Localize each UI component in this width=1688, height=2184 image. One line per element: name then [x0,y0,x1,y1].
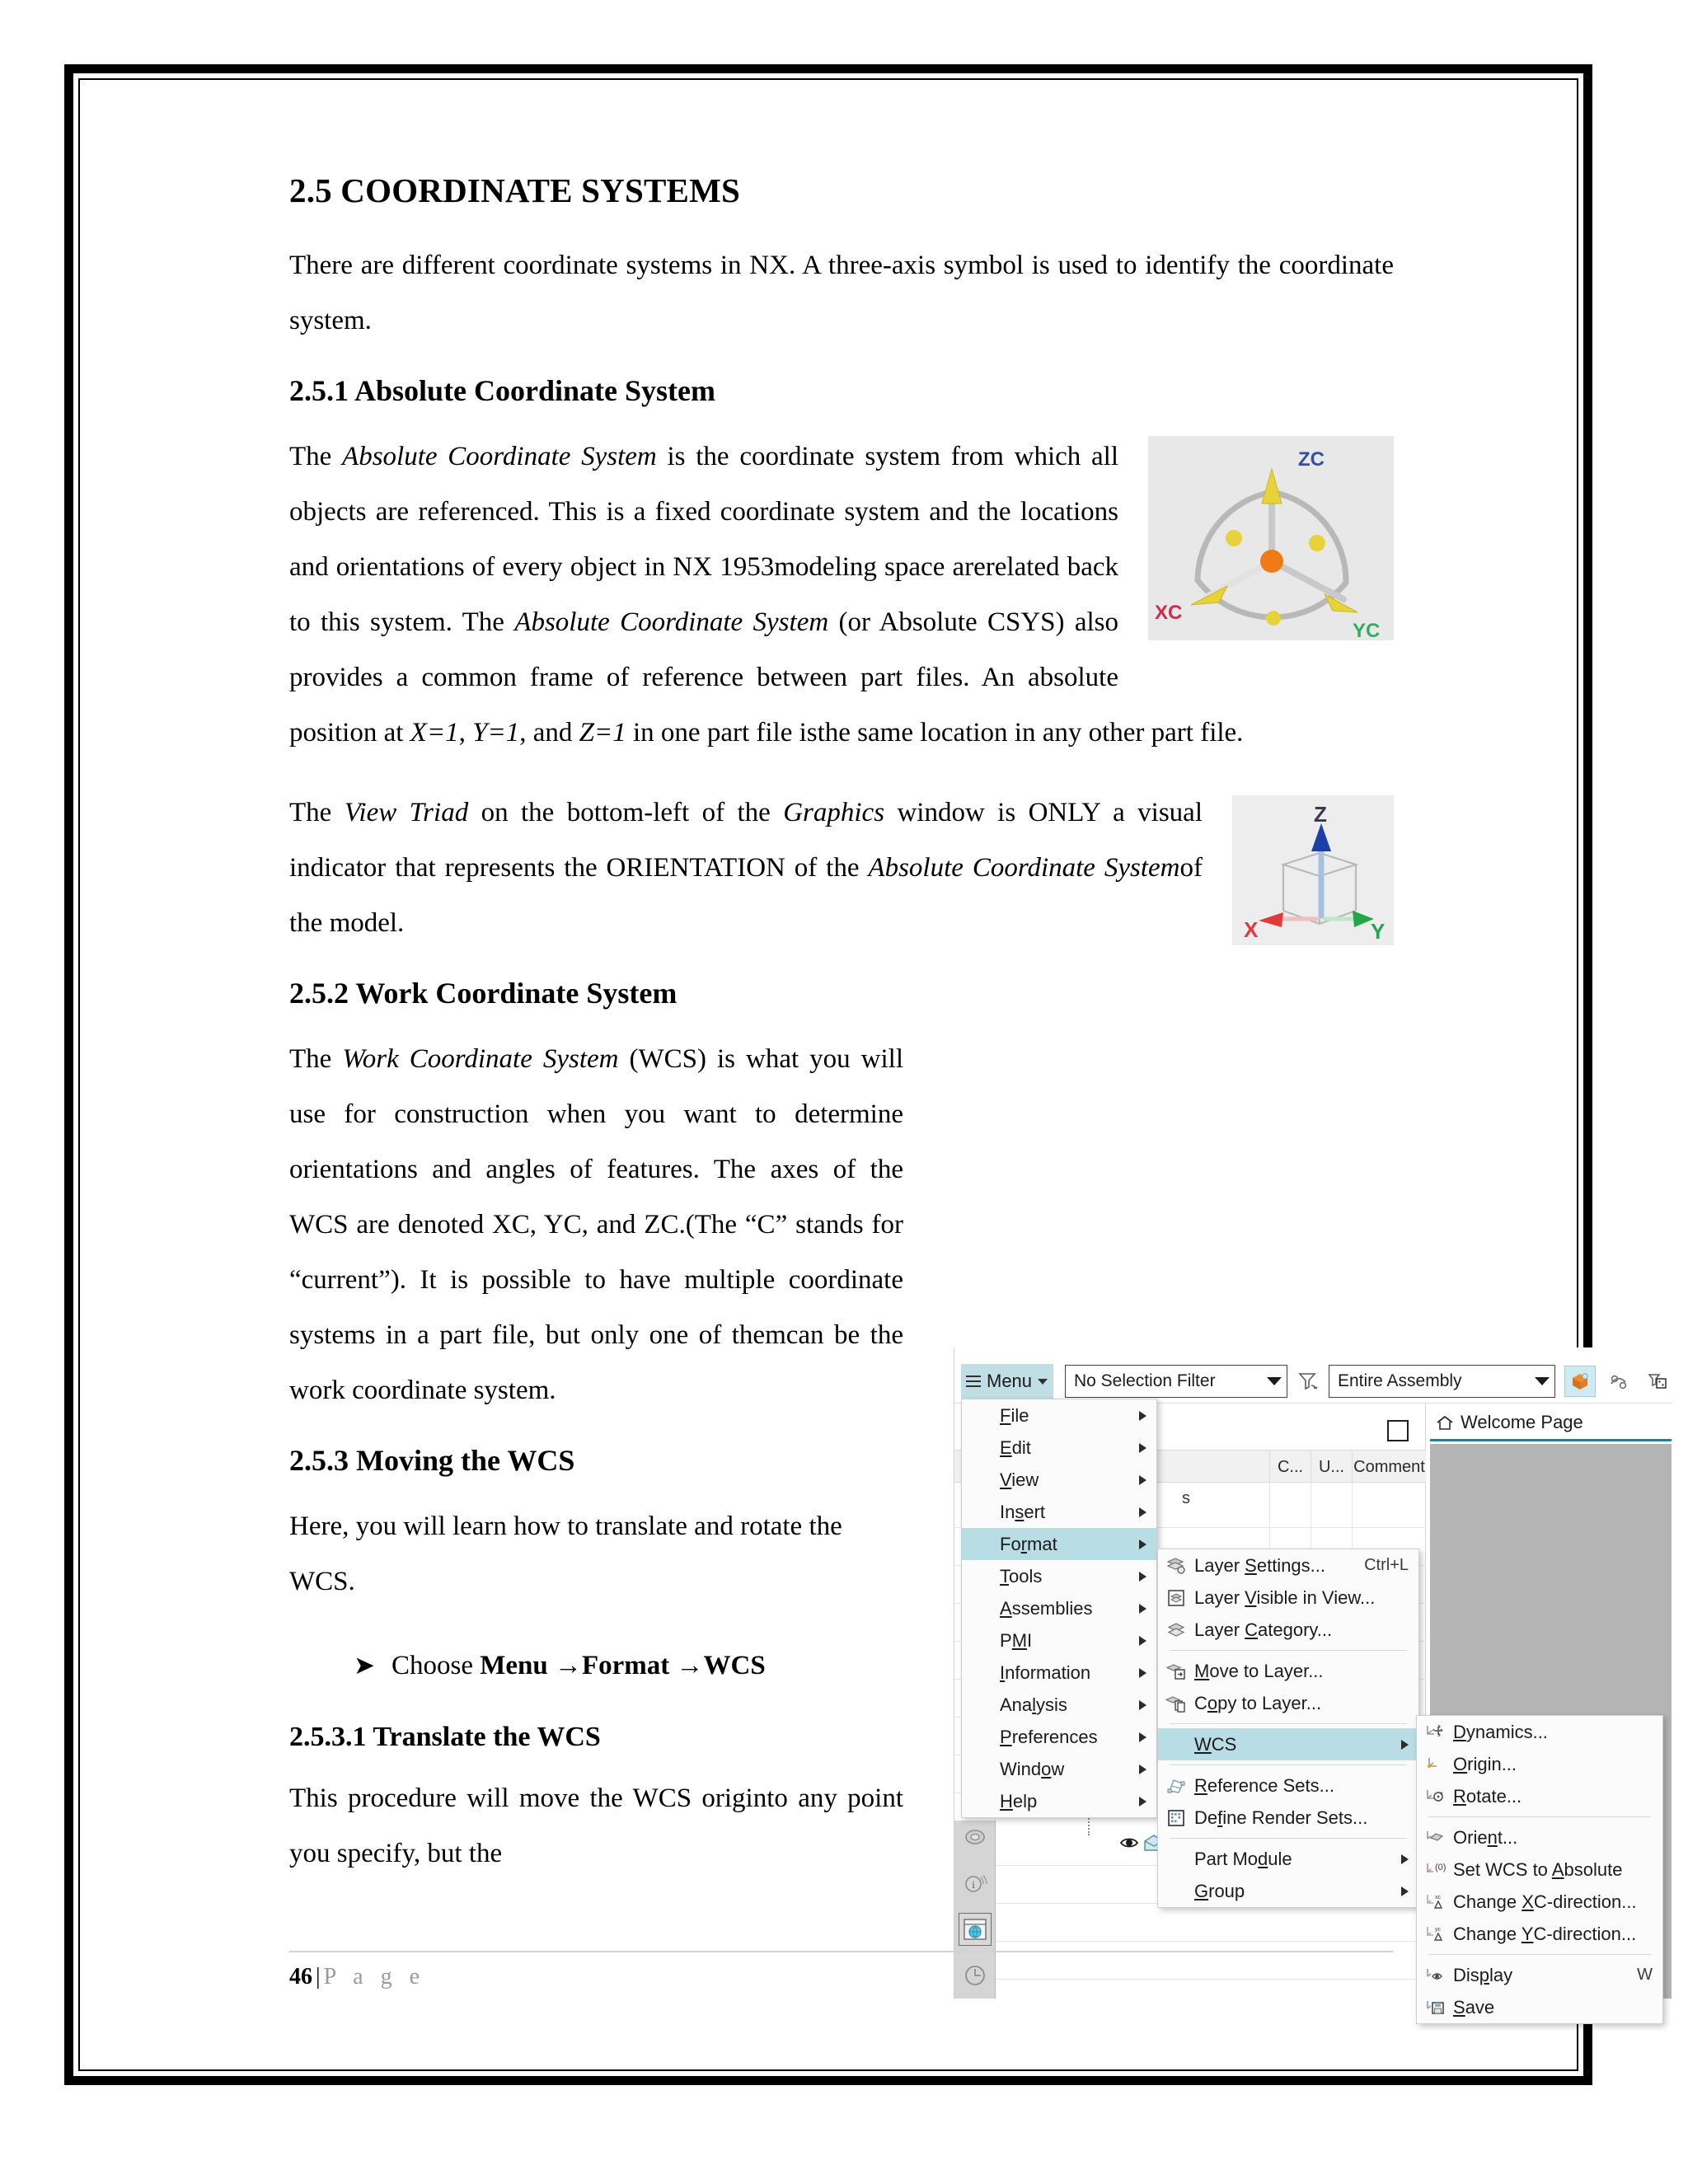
paragraph-work-csys: The Work Coordinate System (WCS) is what you will use for construction when you want to determine orientations and angles of features. The axes of the WCS are denoted XC, YC, and ZC.(The “C” stands for “current”). It is possible to have multiple coordinate systems in a part file, but only one of themcan be the work coordinate system. [289,1044,903,1405]
nx-wcs-submenu [1416,1715,1663,2024]
footer-separator: | [316,1964,321,1990]
nx-application-screenshot [954,1347,1672,2018]
render-sets-icon [1158,1809,1194,1827]
selection-display-icon[interactable] [1642,1366,1673,1397]
menu-item-define-render-sets[interactable]: Define Render Sets... [1158,1802,1418,1834]
menu-separator [1170,1723,1407,1724]
filter-reset-icon[interactable] [1296,1369,1320,1394]
menu-item-preferences[interactable]: Preferences [962,1721,1156,1753]
svg-text:xc: xc [1435,1894,1441,1900]
home-icon [1435,1413,1455,1432]
chevron-right-icon [1139,1636,1146,1646]
menu-separator [1428,1816,1651,1817]
svg-text:YC: YC [1353,620,1381,642]
page-footer [289,1951,1394,1990]
svg-text:(0): (0) [1435,1862,1447,1872]
layer-category-icon [1158,1621,1194,1639]
paragraph-absolute-csys: The Absolute Coordinate System is the coordinate system from which all objects are referenced. This is a fixed coordinate system and the locations and orientations of every object in NX 1953modeling space arerelated back to this system. The Absolute Coordinate System (or Absolute CSYS) also provides a common frame of reference between part files. An absolute position at X=1, Y=1, and Z=1 in one part file isthe same location in any other part file. [289,442,1244,748]
reference-sets-icon [1158,1777,1194,1795]
tab-welcome-page[interactable] [1430,1405,1672,1441]
menu-item-information[interactable]: Information [962,1657,1156,1689]
absolute-csys-figure [1148,436,1394,640]
menu-item-group[interactable]: Group [1158,1875,1418,1907]
menu-item-analysis[interactable]: Analysis [962,1689,1156,1721]
chevron-right-icon [1139,1572,1146,1582]
column-header-comment[interactable]: Comment [1352,1451,1426,1483]
nx-format-submenu [1157,1549,1419,1908]
snap-curve-icon[interactable] [1603,1366,1634,1397]
menu-item-layer-settings[interactable]: Layer Settings... Ctrl+L [1158,1549,1418,1582]
bullet-choose-menu-path: ➤ Choose Menu →Format →WCS [289,1638,903,1694]
heading-2-5-3-1: 2.5.3.1 Translate the WCS [289,1722,601,1752]
heading-2-5-2: 2.5.2 Work Coordinate System [289,977,678,1010]
move-to-layer-icon [1158,1662,1194,1680]
nx-menu-button-label: Menu [987,1371,1033,1391]
chevron-right-icon [1139,1540,1146,1549]
bullet-arrow-icon: ➤ [354,1651,375,1680]
chevron-right-icon [1139,1700,1146,1710]
wcs-dynamics-icon [1417,1723,1453,1741]
chevron-right-icon [1401,1854,1409,1864]
heading-2-5-3: 2.5.3 Moving the WCS [289,1444,575,1477]
selection-filter-value: No Selection Filter [1074,1371,1216,1390]
chevron-right-icon [1139,1765,1146,1774]
nx-toolbar [954,1361,1672,1404]
assembly-navigator-icon[interactable] [959,1821,992,1854]
menu-item-view[interactable]: View [962,1464,1156,1496]
svg-text:i: i [972,1878,975,1891]
chevron-right-icon [1139,1668,1146,1678]
footer-divider [289,1951,1394,1952]
menu-item-move-to-layer[interactable]: Move to Layer... [1158,1655,1418,1687]
menu-separator [1170,1650,1407,1651]
wcs-change-yc-icon [1417,1925,1453,1943]
nx-menu-button[interactable] [961,1364,1053,1399]
chevron-down-icon [1267,1377,1282,1385]
svg-text:XC: XC [1155,602,1183,624]
menu-item-wcs-orient[interactable]: Orient... [1417,1821,1662,1854]
footer-text [289,1964,1394,1990]
column-header-c[interactable]: C... [1269,1451,1311,1483]
menu-item-help[interactable]: Help [962,1785,1156,1817]
chevron-down-icon [1038,1379,1048,1385]
browser-globe-icon[interactable] [959,1913,992,1946]
menu-item-change-xc-direction[interactable]: xc Change XC-direction... [1417,1886,1662,1918]
menu-item-insert[interactable]: Insert [962,1496,1156,1528]
wcs-save-icon [1417,1999,1453,2017]
info-bubble-icon[interactable] [959,1867,992,1900]
chevron-right-icon [1401,1740,1409,1750]
assembly-scope-dropdown[interactable] [1329,1365,1555,1398]
page-border-outer [64,64,1653,2085]
menu-item-window[interactable]: Window [962,1753,1156,1785]
menu-item-copy-to-layer[interactable]: Copy to Layer... [1158,1687,1418,1719]
menu-item-part-module[interactable]: Part Module [1158,1843,1418,1875]
page-border-inner [78,78,1653,2071]
tab-welcome-page-label: Welcome Page [1461,1411,1583,1432]
copy-to-layer-icon [1158,1694,1194,1713]
paragraph-view-triad: The View Triad on the bottom-left of the Graphics window is ONLY a visual indicator that represents the ORIENTATION of the Absolute Coordinate Systemof the model. [289,798,1203,938]
nx-toolbar-icon-group [1564,1366,1673,1397]
layer-settings-icon [1158,1557,1194,1575]
chevron-right-icon [1401,1886,1409,1896]
menu-item-layer-visible-in-view[interactable]: Layer Visible in View... [1158,1582,1418,1614]
page-title: 2.5 COORDINATE SYSTEMS [289,171,740,209]
chevron-down-icon [1535,1377,1550,1385]
svg-text:Z: Z [1314,802,1327,827]
menu-item-wcs-rotate[interactable]: Rotate... [1417,1780,1662,1812]
wcs-origin-icon [1417,1755,1453,1774]
wcs-display-icon [1417,1966,1453,1985]
chevron-right-icon [1139,1604,1146,1614]
menu-item-wcs[interactable]: WCS [1158,1728,1418,1760]
menu-item-reference-sets[interactable]: Reference Sets... [1158,1769,1418,1802]
wcs-change-xc-icon [1417,1893,1453,1911]
chevron-right-icon [1139,1443,1146,1453]
hamburger-icon [966,1376,981,1387]
menu-item-pmi[interactable]: PMI [962,1624,1156,1657]
menu-item-wcs-display[interactable]: Display W [1417,1959,1662,1991]
menu-item-assemblies[interactable]: Assemblies [962,1592,1156,1624]
snap-point-cube-icon[interactable] [1564,1366,1596,1397]
svg-text:Y: Y [1371,919,1386,944]
heading-2-5-1: 2.5.1 Absolute Coordinate System [289,374,716,407]
column-header-u[interactable]: U... [1311,1451,1352,1483]
menu-separator [1170,1838,1407,1839]
menu-item-set-wcs-to-absolute[interactable]: (0) Set WCS to Absolute [1417,1854,1662,1886]
wcs-absolute-icon [1417,1861,1453,1879]
menu-item-tools[interactable]: Tools [962,1560,1156,1592]
visible-eye-icon[interactable] [1119,1835,1139,1851]
chevron-right-icon [1139,1411,1146,1421]
svg-text:yc: yc [1435,1926,1441,1933]
nx-main-menu [961,1399,1157,1818]
menu-separator [1428,1954,1651,1955]
menu-item-change-yc-direction[interactable]: yc Change YC-direction... [1417,1918,1662,1950]
menu-item-wcs-origin[interactable]: Origin... [1417,1748,1662,1780]
menu-item-layer-category[interactable]: Layer Category... [1158,1614,1418,1646]
footer-page-word: P a g e [323,1964,425,1990]
menu-item-wcs-dynamics[interactable]: Dynamics... [1417,1716,1662,1748]
menu-item-wcs-save[interactable]: Save [1417,1991,1662,2023]
menu-item-file[interactable]: File [962,1399,1156,1432]
wcs-rotate-icon [1417,1788,1453,1806]
chevron-right-icon [1139,1797,1146,1807]
selection-filter-dropdown[interactable] [1065,1365,1287,1398]
paragraph-translate-wcs: This procedure will move the WCS originto any point you specify, but the [289,1783,903,1868]
menu-item-format[interactable]: Format [962,1528,1156,1560]
layer-visible-icon [1158,1589,1194,1607]
assembly-scope-value: Entire Assembly [1338,1371,1462,1390]
intro-paragraph: There are different coordinate systems in NX. A three-axis symbol is used to identify the coordinate system. [289,251,1394,335]
menu-item-edit[interactable]: Edit [962,1432,1156,1464]
chevron-right-icon [1139,1507,1146,1517]
chevron-right-icon [1139,1475,1146,1485]
empty-checkbox[interactable] [1387,1420,1409,1441]
svg-text:ZC: ZC [1298,448,1325,471]
svg-text:X: X [1244,917,1259,942]
chevron-right-icon [1139,1732,1146,1742]
clipped-row-text: s [1182,1489,1190,1507]
wcs-orient-icon [1417,1829,1453,1847]
view-triad-figure [1232,795,1394,945]
paragraph-moving-wcs: Here, you will learn how to translate and rotate the WCS. [289,1511,842,1596]
page-number: 46 [289,1964,312,1990]
